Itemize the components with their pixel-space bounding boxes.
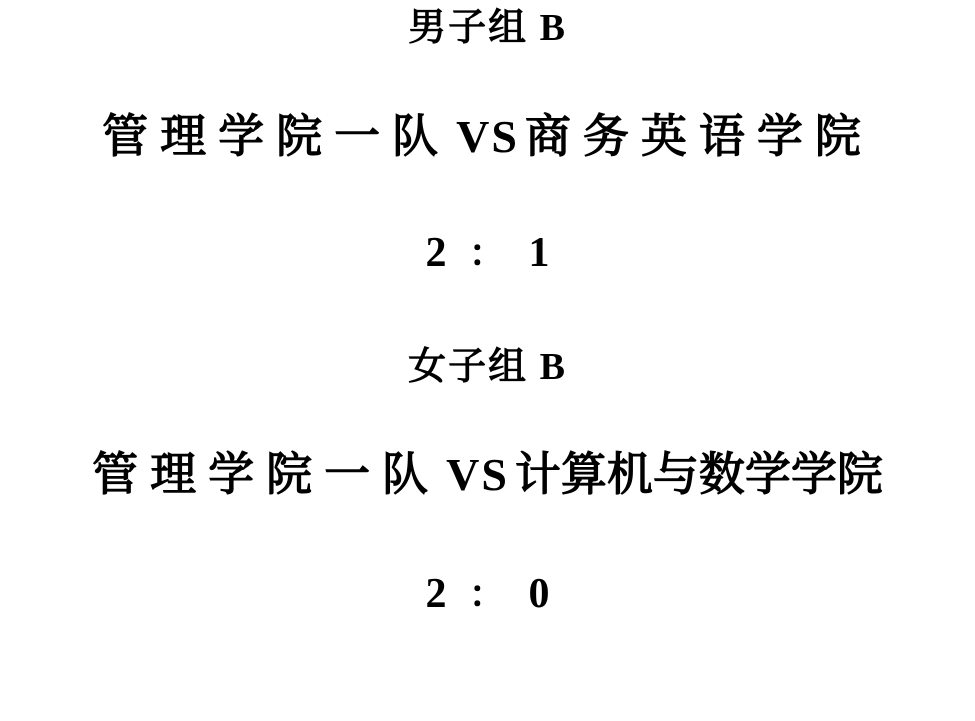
vs-label-mens-b: VS (456, 110, 519, 162)
score-right-womens-b: 0 (528, 570, 550, 617)
vs-label-womens-b: VS (446, 449, 509, 501)
spacer-5 (0, 501, 975, 571)
score-colon-womens-b: ： (468, 573, 507, 616)
score-womens-b (0, 571, 975, 617)
spacer-4 (0, 388, 975, 450)
score-left-womens-b: 2 (425, 570, 447, 617)
matchup-mens-b (0, 112, 975, 163)
spacer-3 (0, 277, 975, 347)
score-mens-b (0, 230, 975, 276)
group-title-mens-b: 男子组 B (408, 7, 567, 49)
matchup-womens-b (0, 450, 975, 501)
spacer-1 (0, 50, 975, 112)
team-right-womens-b: 计算机与数学学院 (514, 449, 883, 501)
team-right-mens-b: 商务英语学院 (524, 110, 873, 162)
score-left-mens-b: 2 (425, 230, 447, 277)
score-colon-mens-b: ： (468, 233, 507, 276)
team-left-mens-b: 管理学院一队 (102, 110, 451, 162)
spacer-2 (0, 162, 975, 230)
group-title-womens-b: 女子组 B (408, 345, 567, 388)
team-left-womens-b: 管理学院一队 (92, 449, 441, 501)
score-right-mens-b: 1 (528, 230, 550, 277)
